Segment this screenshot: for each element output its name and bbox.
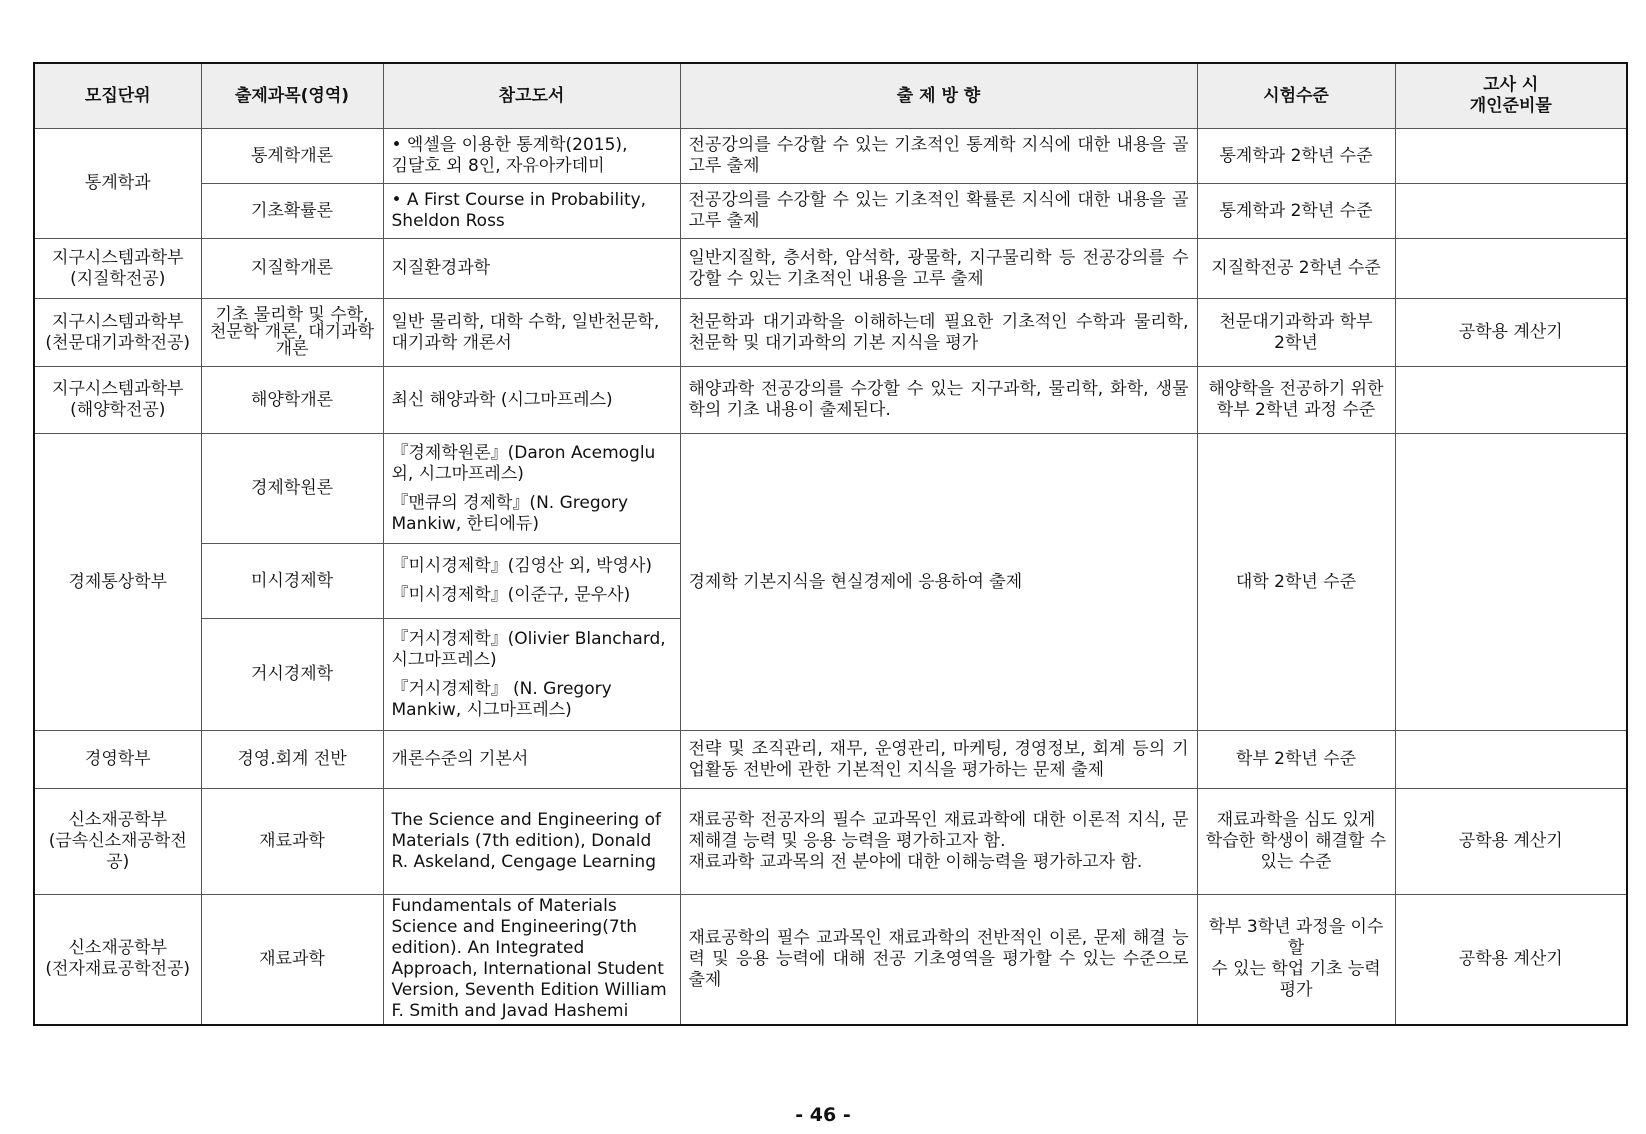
level-cell [1197, 789, 1395, 895]
direction-cell [680, 789, 1197, 895]
reference-line: 김달호 외 8인, 자유아카데미 [391, 156, 605, 176]
subject-cell: 통계학개론 [201, 129, 383, 184]
reference-line: 『거시경제학』 (N. Gregory Mankiw, 시그마프레스) [391, 678, 612, 720]
level-cell [1197, 299, 1395, 367]
unit-cell: 통계학과 [34, 129, 201, 239]
prep-cell [1395, 184, 1627, 239]
prep-cell: 공학용 계산기 [1395, 895, 1627, 1025]
unit-cell [34, 239, 201, 299]
level-line: 2학년 [1274, 332, 1318, 353]
direction-cell: 해양과학 전공강의를 수강할 수 있는 지구과학, 물리학, 화학, 생물학의 기초 내용이 출제된다. [680, 367, 1197, 434]
page-number: - 46 - [795, 1104, 851, 1126]
unit-cell [34, 367, 201, 434]
header-reference: 참고도서 [383, 63, 680, 129]
direction-line: 재료공학 전공자의 필수 교과목인 재료과학에 대한 이론적 지식, 문제해결 능력 및 응용 능력을 평가하고자 함. [688, 810, 1189, 851]
exam-info-table [33, 62, 1628, 1026]
header-prep-line2: 개인준비물 [1469, 96, 1552, 116]
level-line: 학부 3학년 과정을 이수할 [1208, 917, 1384, 959]
header-row [34, 63, 1627, 129]
subject-cell: 지질학개론 [201, 239, 383, 299]
reference-line: 『맨큐의 경제학』(N. Gregory Mankiw, 한티에듀) [391, 492, 629, 534]
unit-cell: 경영학부 [34, 731, 201, 789]
reference-line: 『미시경제학』(김영산 외, 박영사) [391, 556, 653, 576]
subject-cell: 해양학개론 [201, 367, 383, 434]
unit-line: (금속신소재공학전공) [48, 831, 187, 872]
subject-cell: 기초확률론 [201, 184, 383, 239]
level-line: 재료과학을 심도 있게 [1216, 810, 1376, 830]
table-row [34, 299, 1627, 367]
level-line: 학부 2학년 과정 수준 [1216, 400, 1376, 420]
unit-line: (천문대기과학전공) [45, 332, 191, 353]
unit-cell [34, 789, 201, 895]
unit-line: 지구시스템과학부 [52, 247, 184, 268]
level-cell: 통계학과 2학년 수준 [1197, 184, 1395, 239]
reference-cell [383, 619, 680, 731]
header-prep [1395, 63, 1627, 129]
reference-line: 대기과학 개론서 [391, 332, 512, 353]
level-cell [1197, 367, 1395, 434]
subject-cell: 재료과학 [201, 789, 383, 895]
direction-cell: 전공강의를 수강할 수 있는 기초적인 확률론 지식에 대한 내용을 골고루 출제 [680, 184, 1197, 239]
reference-line: 『경제학원론』(Daron Acemoglu 외, 시그마프레스) [391, 442, 656, 484]
table-row [34, 129, 1627, 184]
subject-cell: 거시경제학 [201, 619, 383, 731]
level-line: 있는 수준 [1260, 852, 1332, 872]
table-row [34, 184, 1627, 239]
subject-line: 천문학 개론, 대기과학 [209, 322, 374, 342]
reference-cell: 최신 해양과학 (시그마프레스) [383, 367, 680, 434]
level-cell: 대학 2학년 수준 [1197, 434, 1395, 731]
unit-line: (해양학전공) [70, 400, 166, 420]
table-row [34, 367, 1627, 434]
subject-cell: 재료과학 [201, 895, 383, 1025]
subject-cell: 경영.회계 전반 [201, 731, 383, 789]
direction-cell: 일반지질학, 층서학, 암석학, 광물학, 지구물리학 등 전공강의를 수강할 수 있는 기초적인 내용을 고루 출제 [680, 239, 1197, 299]
unit-line: 지구시스템과학부 [52, 379, 184, 399]
level-line: 천문대기과학과 학부 [1219, 311, 1373, 332]
prep-cell [1395, 367, 1627, 434]
reference-cell [383, 299, 680, 367]
unit-line: 신소재공학부 [68, 938, 168, 959]
reference-cell [383, 434, 680, 544]
unit-cell: 경제통상학부 [34, 434, 201, 731]
reference-line: 『미시경제학』(이준구, 문우사) [391, 585, 631, 605]
header-unit: 모집단위 [34, 63, 201, 129]
level-line: 평가 [1279, 980, 1313, 1001]
table-row [34, 239, 1627, 299]
unit-cell [34, 895, 201, 1025]
table-row [34, 789, 1627, 895]
level-cell [1197, 895, 1395, 1025]
level-cell: 학부 2학년 수준 [1197, 731, 1395, 789]
reference-cell: 지질환경과학 [383, 239, 680, 299]
table-row [34, 731, 1627, 789]
reference-cell [383, 184, 680, 239]
unit-line: (지질학전공) [70, 268, 166, 289]
unit-line: 지구시스템과학부 [52, 311, 184, 332]
reference-line: 일반 물리학, 대학 수학, 일반천문학, [391, 311, 660, 332]
reference-cell: Fundamentals of Materials Science and Engineering(7th edition). An Integrated Approach, International Student Version, Seventh Edition William F. Smith and Javad Hashemi [383, 895, 680, 1025]
reference-line: Sheldon Ross [391, 211, 505, 231]
level-line: 해양학을 전공하기 위한 [1208, 379, 1384, 399]
unit-cell [34, 299, 201, 367]
prep-cell: 공학용 계산기 [1395, 299, 1627, 367]
unit-line: 신소재공학부 [68, 810, 168, 830]
reference-cell [383, 544, 680, 619]
header-prep-line1: 고사 시 [1483, 75, 1539, 95]
level-cell: 지질학전공 2학년 수준 [1197, 239, 1395, 299]
header-level: 시험수준 [1197, 63, 1395, 129]
prep-cell [1395, 731, 1627, 789]
header-subject: 출제과목(영역) [201, 63, 383, 129]
direction-cell: 전공강의를 수강할 수 있는 기초적인 통계학 지식에 대한 내용을 골고루 출제 [680, 129, 1197, 184]
reference-cell: 개론수준의 기본서 [383, 731, 680, 789]
direction-cell: 천문학과 대기과학을 이해하는데 필요한 기초적인 수학과 물리학, 천문학 및 대기과학의 기본 지식을 평가 [680, 299, 1197, 367]
level-line: 수 있는 학업 기초 능력 [1211, 959, 1381, 980]
subject-cell: 경제학원론 [201, 434, 383, 544]
table-row [34, 895, 1627, 1025]
subject-line: 기초 물리학 및 수학, [215, 305, 369, 325]
prep-cell [1395, 129, 1627, 184]
reference-line: 『거시경제학』(Olivier Blanchard, 시그마프레스) [391, 628, 666, 670]
prep-cell [1395, 434, 1627, 731]
header-direction: 출 제 방 향 [680, 63, 1197, 129]
direction-cell: 재료공학의 필수 교과목인 재료과학의 전반적인 이론, 문제 해결 능력 및 응용 능력에 대해 전공 기초영역을 평가할 수 있는 수준으로 출제 [680, 895, 1197, 1025]
subject-line: 개론 [275, 339, 309, 359]
direction-cell: 전략 및 조직관리, 재무, 운영관리, 마케팅, 경영정보, 회계 등의 기업활동 전반에 관한 기본적인 지식을 평가하는 문제 출제 [680, 731, 1197, 789]
prep-cell: 공학용 계산기 [1395, 789, 1627, 895]
reference-line: • 엑셀을 이용한 통계학(2015), [391, 135, 628, 155]
table-row [34, 434, 1627, 544]
reference-line: • A First Course in Probability, [391, 190, 647, 210]
unit-line: (전자재료공학전공) [45, 959, 191, 980]
subject-cell: 미시경제학 [201, 544, 383, 619]
reference-cell [383, 129, 680, 184]
reference-cell: The Science and Engineering of Materials (7th edition), Donald R. Askeland, Cengage Learning [383, 789, 680, 895]
direction-cell: 경제학 기본지식을 현실경제에 응용하여 출제 [680, 434, 1197, 731]
level-line: 학습한 학생이 해결할 수 [1205, 831, 1387, 851]
direction-line: 재료과학 교과목의 전 분야에 대한 이해능력을 평가하고자 함. [688, 852, 1143, 872]
subject-cell [201, 299, 383, 367]
prep-cell [1395, 239, 1627, 299]
level-cell: 통계학과 2학년 수준 [1197, 129, 1395, 184]
